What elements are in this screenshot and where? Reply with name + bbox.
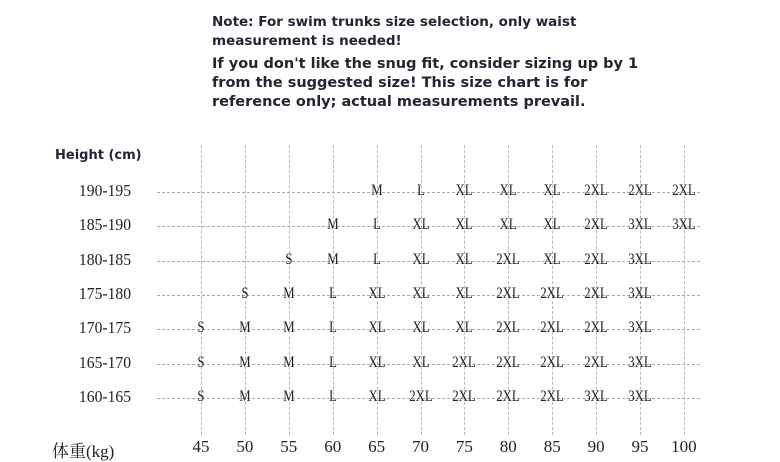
- weight-column-label: 95: [631, 437, 649, 456]
- size-cell: 2XL: [540, 353, 564, 371]
- size-cell: XL: [411, 353, 430, 371]
- size-cell: 2XL: [628, 182, 652, 199]
- size-cell: XL: [368, 387, 386, 405]
- weight-axis-label: 体重(kg): [52, 442, 115, 461]
- size-cell: XL: [455, 216, 473, 234]
- size-cell: XL: [455, 284, 473, 302]
- size-cell: 2XL: [452, 353, 477, 371]
- size-cell: 2XL: [584, 284, 608, 302]
- size-cell: L: [328, 319, 337, 337]
- size-cell: S: [241, 284, 249, 302]
- size-cell: 3XL: [628, 216, 652, 234]
- weight-column-label: 80: [499, 437, 517, 456]
- height-row-label: 160-165: [78, 386, 132, 406]
- size-cell: XL: [543, 250, 561, 268]
- size-cell: 2XL: [584, 250, 608, 268]
- size-cell: M: [283, 353, 295, 371]
- size-cell: M: [370, 182, 383, 199]
- size-cell: 2XL: [540, 284, 564, 302]
- weight-column-label: 50: [236, 437, 254, 456]
- size-cell: M: [239, 319, 251, 337]
- size-cell: L: [328, 387, 337, 405]
- size-cell: L: [372, 250, 381, 268]
- size-cell: 2XL: [496, 353, 521, 371]
- size-cell: 2XL: [496, 250, 521, 268]
- size-cell: 3XL: [628, 387, 652, 405]
- size-cell: XL: [543, 216, 561, 234]
- weight-column-label: 45: [192, 437, 210, 456]
- size-cell: XL: [368, 284, 386, 302]
- size-cell: M: [326, 250, 339, 268]
- weight-column-label: 65: [368, 437, 386, 456]
- size-cell: XL: [368, 319, 386, 337]
- size-cell: 2XL: [540, 387, 564, 405]
- height-row-label: 190-195: [78, 181, 132, 200]
- sizing-advice-note: If you don't like the snug fit, consider sizing up by 1 from the suggested size! This size chart is for reference only; actual measurements prevail.: [212, 56, 639, 110]
- size-cell: L: [328, 284, 337, 302]
- height-row-label: 185-190: [78, 215, 132, 235]
- size-cell: 2XL: [584, 319, 608, 337]
- size-cell: 2XL: [584, 216, 608, 234]
- size-cell: M: [283, 284, 295, 302]
- size-cell: L: [328, 353, 337, 371]
- size-cell: XL: [411, 319, 430, 337]
- size-cell: M: [239, 387, 251, 405]
- height-row-label: 180-185: [78, 249, 132, 269]
- size-cell: 3XL: [628, 250, 652, 268]
- size-cell: M: [283, 319, 295, 337]
- size-cell: 2XL: [408, 387, 433, 405]
- size-cell: M: [239, 353, 251, 371]
- size-cell: XL: [368, 353, 386, 371]
- size-cell: XL: [499, 216, 517, 234]
- size-cell: XL: [455, 250, 473, 268]
- height-row-label: 175-180: [78, 283, 132, 303]
- size-cell: XL: [455, 182, 473, 199]
- height-row-label: 170-175: [78, 318, 132, 338]
- size-cell: 2XL: [496, 284, 521, 302]
- size-cell: XL: [411, 250, 430, 268]
- size-cell: 2XL: [496, 387, 521, 405]
- size-cell: M: [283, 387, 295, 405]
- size-cell: 2XL: [672, 182, 696, 199]
- size-cell: XL: [455, 319, 473, 337]
- size-cell: 2XL: [584, 182, 608, 199]
- swim-trunks-note: Note: For swim trunks size selection, only waist measurement is needed!: [212, 14, 577, 49]
- size-cell: S: [197, 353, 205, 371]
- height-row-label: 165-170: [78, 352, 132, 372]
- size-cell: XL: [499, 182, 517, 199]
- size-cell: XL: [411, 284, 430, 302]
- weight-column-label: 100: [671, 437, 697, 456]
- size-cell: 3XL: [672, 216, 696, 234]
- weight-column-label: 90: [587, 437, 605, 456]
- size-cell: 2XL: [540, 319, 564, 337]
- size-cell: XL: [411, 216, 430, 234]
- weight-column-label: 75: [455, 437, 473, 456]
- size-cell: S: [197, 319, 205, 337]
- size-cell: M: [326, 216, 339, 234]
- weight-column-label: 60: [324, 437, 342, 456]
- size-cell: 2XL: [452, 387, 477, 405]
- size-cell: 3XL: [628, 284, 652, 302]
- size-cell: L: [416, 182, 425, 199]
- size-cell: 3XL: [628, 353, 652, 371]
- weight-column-label: 70: [412, 437, 429, 456]
- size-cell: 2XL: [496, 319, 521, 337]
- size-cell: S: [197, 387, 205, 405]
- size-cell: 2XL: [584, 353, 608, 371]
- weight-column-label: 85: [543, 437, 561, 456]
- size-cell: S: [285, 250, 293, 268]
- height-axis-label: Height (cm): [55, 148, 142, 163]
- size-cell: 3XL: [584, 387, 608, 405]
- weight-column-label: 55: [280, 437, 298, 456]
- size-cell: XL: [543, 182, 561, 199]
- size-cell: L: [372, 216, 381, 234]
- size-cell: 3XL: [628, 319, 652, 337]
